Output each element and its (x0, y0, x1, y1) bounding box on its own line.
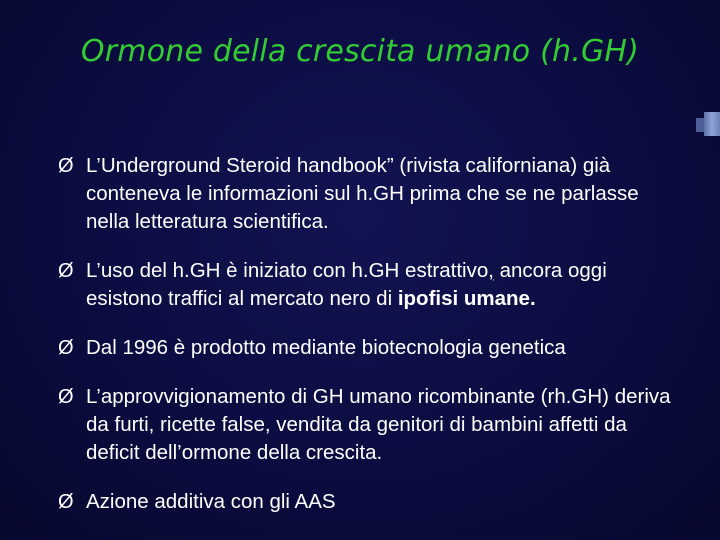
decorative-tab-shadow (696, 118, 704, 132)
bullet-text: L’uso del h.GH è iniziato con h.GH estrattivo (86, 259, 489, 282)
bullet-text: Dal 1996 è prodotto mediante biotecnologia genetica (86, 336, 566, 359)
bullet-text-comma: , (488, 259, 494, 282)
bullet-item (58, 488, 678, 516)
bullet-item (58, 257, 678, 313)
bullet-item (58, 152, 678, 236)
bullet-item (58, 383, 678, 467)
arrow-right-icon: Ø (58, 337, 74, 359)
arrow-right-icon: Ø (58, 260, 74, 282)
bullet-text-continued: ancora oggi esistono traffici al mercato nero di (86, 259, 607, 310)
arrow-right-icon: Ø (58, 491, 74, 513)
bullet-list (58, 152, 678, 537)
bullet-text: Azione additiva con gli AAS (86, 490, 336, 513)
bullet-text: L’Underground Steroid handbook” (rivista californiana) già conteneva le informazioni sul h.GH prima che se ne parlasse nella letteratura scientifica. (86, 154, 639, 233)
bullet-text: L’approvvigionamento di GH umano ricombinante (rh.GH) deriva da furti, ricette false, vendita da genitori di bambini affetti da deficit dell’ormone della crescita. (86, 385, 671, 464)
slide-title: Ormone della crescita umano (h.GH) (80, 34, 640, 69)
arrow-right-icon: Ø (58, 155, 74, 177)
bullet-text-bold: ipofisi umane. (397, 287, 536, 310)
arrow-right-icon: Ø (58, 386, 74, 408)
bullet-item (58, 334, 678, 362)
decorative-tab (704, 112, 720, 136)
